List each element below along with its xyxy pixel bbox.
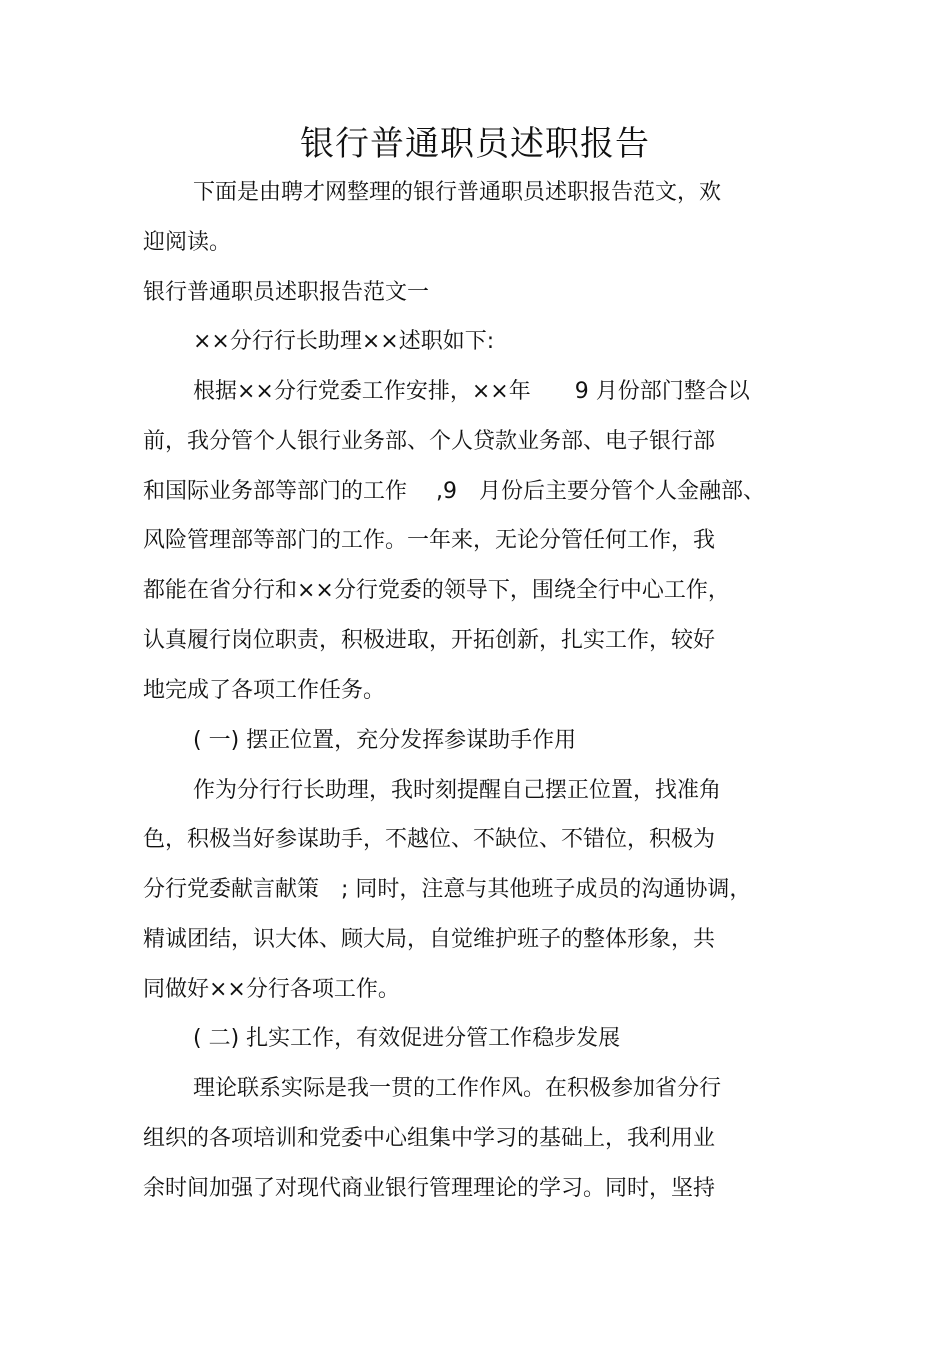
- paragraph-line: 组织的各项培训和党委中心组集中学习的基础上，我利用业: [143, 1126, 716, 1151]
- paragraph-line: 前，我分管个人银行业务部、个人贷款业务部、电子银行部: [143, 429, 716, 454]
- paragraph-line: 色，积极当好参谋助手，不越位、不缺位、不错位，积极为: [143, 827, 716, 852]
- subsection-heading: ( 二) 扎实工作，有效促进分管工作稳步发展: [193, 1026, 621, 1051]
- paragraph-line: 地完成了各项工作任务。: [143, 678, 386, 703]
- paragraph-line: 精诚团结，识大体、顾大局，自觉维护班子的整体形象，共: [143, 927, 716, 952]
- paragraph-line: ××分行行长助理××述职如下:: [193, 329, 495, 354]
- paragraph-line: 同做好××分行各项工作。: [143, 977, 400, 1002]
- paragraph-line: 作为分行行长助理，我时刻提醒自己摆正位置，找准角: [193, 778, 722, 803]
- paragraph-line: 迎阅读。: [143, 230, 232, 255]
- document-title: 银行普通职员述职报告: [300, 124, 650, 164]
- section-heading: 银行普通职员述职报告范文一: [143, 280, 430, 305]
- subsection-heading: ( 一) 摆正位置，充分发挥参谋助手作用: [193, 728, 577, 753]
- paragraph-line: 余时间加强了对现代商业银行管理理论的学习。同时，坚持: [143, 1176, 716, 1201]
- paragraph-line: 理论联系实际是我一贯的工作作风。在积极参加省分行: [193, 1076, 722, 1101]
- paragraph-line: 都能在省分行和××分行党委的领导下，围绕全行中心工作，: [143, 578, 730, 603]
- paragraph-line: 根据××分行党委工作安排，××年 9 月份部门整合以: [193, 379, 750, 404]
- paragraph-line: 下面是由聘才网整理的银行普通职员述职报告范文，欢: [193, 180, 722, 205]
- paragraph-line: 认真履行岗位职责，积极进取，开拓创新，扎实工作，较好: [143, 628, 716, 653]
- paragraph-line: 分行党委献言献策 ; 同时，注意与其他班子成员的沟通协调，: [143, 877, 752, 902]
- paragraph-line: 风险管理部等部门的工作。一年来，无论分管任何工作，我: [143, 528, 716, 553]
- paragraph-line: 和国际业务部等部门的工作 ,9 月份后主要分管个人金融部、: [143, 479, 765, 504]
